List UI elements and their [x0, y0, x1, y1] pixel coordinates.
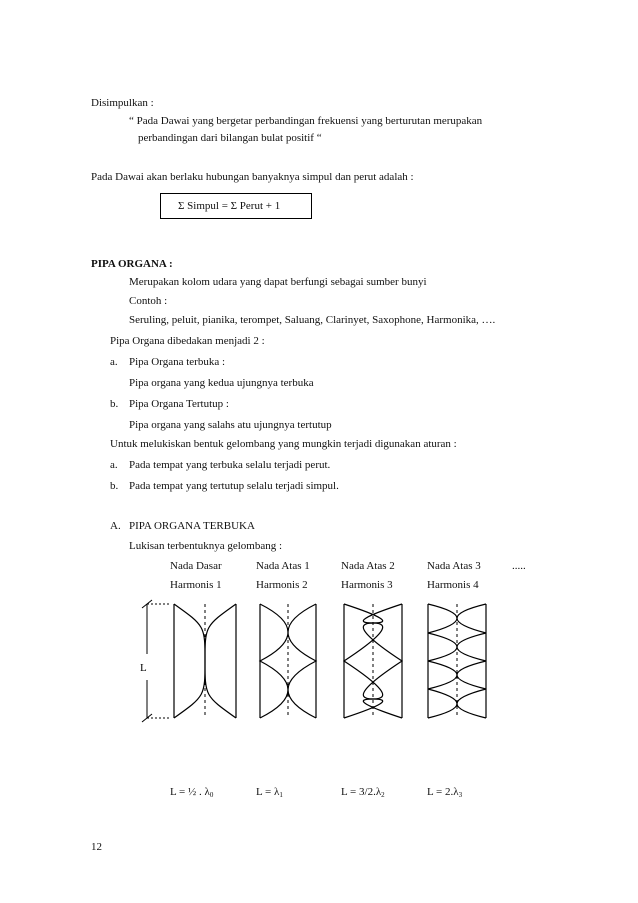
- divided-text: Pipa Organa dibedakan menjadi 2 :: [110, 335, 265, 347]
- conclusion-heading: Disimpulkan :: [91, 97, 154, 109]
- pipe-harmonic-2: [260, 604, 316, 718]
- section-a-marker: A.: [110, 520, 121, 532]
- pipe-harmonic-4: [428, 604, 486, 718]
- section-a-subtitle: Lukisan terbentuknya gelombang :: [129, 540, 283, 552]
- relation-0: L = ½ . $\lambda_0$: [170, 786, 214, 799]
- tone-label-0: Nada Dasar: [170, 560, 222, 572]
- pipa-organa-definition: Merupakan kolom udara yang dapat berfungi sebagai sumber bunyi: [129, 276, 427, 288]
- string-rule-text: Pada Dawai akan berlaku hubungan banyaknya simpul dan perut adalah :: [91, 171, 414, 183]
- tone-label-3: Nada Atas 3: [427, 560, 481, 572]
- example-list: Seruling, peluit, pianika, terompet, Saluang, Clarinyet, Saxophone, Harmonika, ….: [129, 314, 496, 326]
- type-a-name: Pipa Organa terbuka :: [129, 356, 226, 368]
- relation-2: $L = 3/2.\lambda_2$: [341, 786, 385, 799]
- harmonic-label-2: Harmonis 3: [341, 579, 393, 591]
- pipe-harmonic-3: [344, 604, 402, 718]
- example-label: Contoh :: [129, 295, 168, 307]
- harmonic-label-1: Harmonis 2: [256, 579, 308, 591]
- type-b-marker: b.: [110, 398, 119, 410]
- relation-3: $L = 2.\lambda_3$: [427, 786, 463, 799]
- formula-text: Σ Simpul = Σ Perut + 1: [178, 200, 281, 212]
- pipa-organa-heading: PIPA ORGANA :: [91, 258, 173, 270]
- harmonic-label-0: Harmonis 1: [170, 579, 222, 591]
- rule-b-marker: b.: [110, 480, 119, 492]
- relation-1: $L = \lambda_1$: [256, 786, 283, 799]
- type-b-name: Pipa Organa Tertutup :: [129, 398, 229, 410]
- page-number: 12: [91, 841, 102, 853]
- type-a-desc: Pipa organa yang kedua ujungnya terbuka: [129, 377, 314, 389]
- section-a-title: PIPA ORGANA TERBUKA: [129, 520, 255, 532]
- pipe-harmonic-1: [174, 604, 236, 718]
- conclusion-quote-line1: “ Pada Dawai yang bergetar perbandingan frekuensi yang berturutan merupakan: [129, 115, 483, 127]
- length-indicator: [140, 600, 170, 722]
- tone-label-1: Nada Atas 1: [256, 560, 310, 572]
- rule-a-text: Pada tempat yang terbuka selalu terjadi perut.: [129, 459, 331, 471]
- tone-label-2: Nada Atas 2: [341, 560, 395, 572]
- formula-box: [160, 193, 312, 219]
- rule-a-marker: a.: [110, 459, 118, 471]
- type-b-desc: Pipa organa yang salahs atu ujungnya tertutup: [129, 419, 332, 431]
- open-pipe-wave-diagram: [130, 596, 490, 726]
- length-label: L: [140, 662, 147, 674]
- rule-b-text: Pada tempat yang tertutup selalu terjadi simpul.: [129, 480, 339, 492]
- type-a-marker: a.: [110, 356, 118, 368]
- tone-more: .....: [512, 560, 526, 572]
- conclusion-quote-line2: perbandingan dari bilangan bulat positif “: [138, 132, 322, 144]
- rules-intro: Untuk melukiskan bentuk gelombang yang mungkin terjadi digunakan aturan :: [110, 438, 457, 450]
- harmonic-label-3: Harmonis 4: [427, 579, 479, 591]
